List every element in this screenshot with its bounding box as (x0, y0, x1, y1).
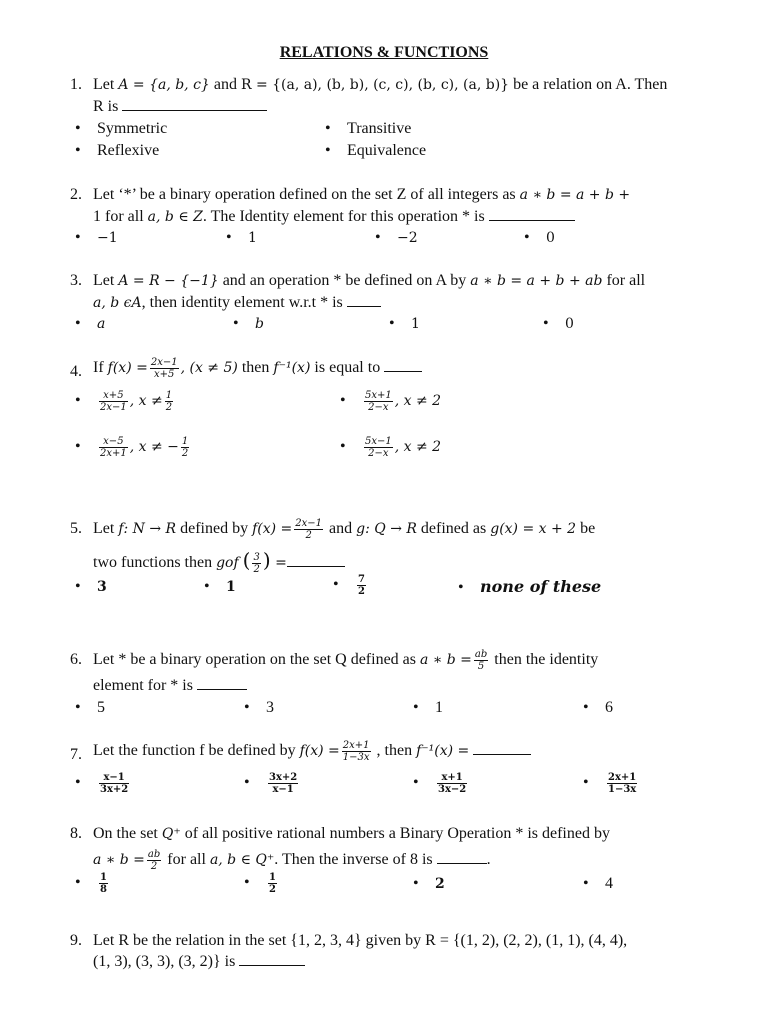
fraction (165, 390, 173, 413)
denominator: 2 (165, 402, 173, 413)
option-8b[interactable] (244, 872, 279, 895)
option-label: 5 (97, 699, 105, 716)
numerator: 2x+1 (342, 740, 370, 751)
text: for all (163, 851, 210, 868)
fraction (181, 436, 189, 459)
bullet: • (75, 142, 81, 159)
text: If (93, 359, 108, 377)
option-3a[interactable] (75, 314, 105, 334)
option-label: 2 (435, 876, 445, 892)
text: defined by (176, 520, 253, 537)
text: Let (93, 76, 119, 93)
bullet: • (233, 315, 239, 332)
text: be a relation on A. Then (509, 76, 668, 93)
denominator: 1−3x (608, 784, 637, 795)
option-3c[interactable] (389, 314, 420, 334)
option-7a[interactable] (75, 772, 131, 795)
math: , (x ≠ 5) (180, 360, 238, 377)
question-number: 3. (70, 272, 82, 289)
option-label: 1 (226, 579, 236, 595)
math: f: N → R (118, 521, 177, 537)
option-3b[interactable] (233, 314, 264, 334)
option-1d[interactable] (325, 141, 426, 161)
text: 1 for all (93, 208, 148, 225)
text: be (576, 520, 596, 537)
numerator: 5x+1 (365, 390, 392, 401)
math: gof (216, 555, 239, 571)
text: Let R be the relation in the set {1, 2, 3, 4} given by R = {(1, 2), (2, 2), (1, 1), (4, 4), (93, 932, 628, 949)
text: of all positive rational numbers a Binary Operation * is defined by (180, 825, 610, 842)
bullet: • (204, 578, 210, 595)
option-4d[interactable] (340, 436, 441, 459)
condition: , x ≠ (129, 393, 163, 410)
answer-blank (489, 206, 575, 221)
numerator: 1 (100, 872, 107, 883)
denominator: 1−3x (342, 752, 370, 763)
fraction (437, 772, 467, 795)
option-label: 1 (411, 316, 420, 332)
option-2d[interactable] (524, 228, 555, 248)
math: g: Q → R (356, 521, 417, 537)
denominator: 2 (269, 884, 276, 895)
bullet: • (458, 579, 464, 596)
condition: , x ≠ 2 (394, 393, 442, 410)
option-5c[interactable] (333, 574, 368, 597)
denominator: 5 (477, 660, 485, 672)
bullet: • (75, 392, 81, 410)
fraction (294, 518, 323, 541)
question-6 (70, 647, 730, 699)
option-8c[interactable] (413, 874, 445, 894)
option-label: −2 (397, 230, 418, 246)
answer-blank (239, 951, 305, 966)
text: . (486, 851, 491, 868)
bullet: • (325, 142, 331, 159)
fraction (268, 872, 277, 895)
fraction (268, 772, 298, 795)
bullet: • (413, 875, 419, 892)
text: Let ‘*’ be a binary operation defined on the set Z of all integers as (93, 186, 520, 203)
fraction (150, 357, 179, 380)
question-4 (70, 357, 730, 380)
option-label: 0 (565, 316, 574, 332)
text: . Then the inverse of 8 is (274, 851, 433, 868)
text: is equal to (310, 359, 381, 377)
math: a, b ϵA (93, 295, 142, 311)
question-number: 6. (70, 651, 82, 668)
denominator: 2 (358, 586, 365, 597)
bullet: • (325, 120, 331, 137)
option-1a[interactable] (75, 119, 167, 139)
fraction (364, 390, 393, 413)
condition: , x ≠ − (129, 439, 179, 456)
numerator: 5x−1 (365, 436, 392, 447)
option-2c[interactable] (375, 228, 418, 248)
question-number: 7. (70, 746, 82, 763)
bullet: • (583, 774, 589, 792)
denominator: 3x+2 (100, 784, 129, 795)
answer-blank (287, 552, 345, 567)
math: f(x) = (299, 743, 340, 760)
option-6d[interactable] (583, 698, 613, 718)
option-5a[interactable] (75, 577, 107, 597)
question-number: 8. (70, 825, 82, 842)
question-number: 2. (70, 186, 82, 203)
numerator: 1 (181, 436, 189, 447)
option-5d[interactable] (458, 577, 601, 598)
answer-blank (384, 357, 422, 372)
question-text (93, 270, 730, 314)
question-number: 4. (70, 363, 82, 380)
numerator: 3x+2 (269, 772, 298, 783)
bullet: • (375, 229, 381, 246)
answer-blank (437, 849, 487, 864)
option-8a[interactable] (75, 872, 110, 895)
bullet: • (75, 438, 81, 456)
option-label: Transitive (347, 120, 412, 137)
option-1b[interactable] (325, 119, 411, 139)
paren-close: ) (262, 548, 271, 572)
numerator: 7 (358, 574, 365, 585)
bullet: • (75, 578, 81, 595)
page-title: RELATIONS & FUNCTIONS (279, 44, 489, 61)
fraction (99, 436, 128, 459)
question-3 (70, 270, 730, 314)
bullet: • (244, 774, 250, 792)
bullet: • (413, 699, 419, 716)
fraction (147, 849, 161, 872)
option-label: Equivalence (347, 142, 427, 159)
math: R = {(a, a), (b, b), (c, c), (b, c), (a, b)} (240, 77, 510, 93)
option-2b[interactable] (226, 228, 257, 248)
text: Let (93, 520, 119, 537)
text: and (209, 76, 241, 93)
answer-blank (197, 675, 247, 690)
question-text (93, 821, 730, 873)
option-label: 6 (605, 699, 613, 716)
option-2a[interactable] (75, 228, 118, 248)
fraction (99, 390, 128, 413)
option-label: b (255, 316, 264, 332)
option-7c[interactable] (413, 772, 469, 795)
numerator: x−1 (99, 772, 129, 784)
question-8 (70, 821, 730, 873)
option-label: a (97, 316, 106, 332)
math: a, b ∈ Q⁺ (209, 852, 275, 868)
denominator: 2x−1 (100, 402, 127, 413)
option-6b[interactable] (244, 698, 274, 718)
question-7 (70, 740, 730, 763)
fraction (342, 740, 371, 763)
text: , then identity element w.r.t * is (141, 294, 343, 311)
bullet: • (583, 699, 589, 716)
question-1 (70, 74, 730, 117)
bullet: • (75, 699, 81, 716)
text: two functions then (93, 554, 217, 571)
numerator: 2x−1 (295, 517, 323, 529)
text: (1, 3), (3, 3), (3, 2)} is (93, 953, 236, 970)
answer-blank (347, 292, 381, 307)
option-4c[interactable] (75, 436, 191, 459)
fraction (252, 552, 260, 575)
numerator: x+1 (437, 772, 467, 784)
text: R is (93, 98, 119, 115)
denominator: x−1 (272, 784, 294, 795)
text: then (237, 359, 274, 377)
option-3d[interactable] (543, 314, 574, 334)
option-5b[interactable] (204, 577, 236, 597)
question-text (93, 357, 730, 380)
option-label: 3 (97, 579, 107, 595)
question-number: 9. (70, 932, 82, 949)
bullet: • (524, 229, 530, 246)
bullet: • (75, 315, 81, 332)
math: a, b ∈ Z (147, 209, 203, 225)
denominator: 3x−2 (438, 784, 467, 795)
fraction (474, 649, 488, 672)
bullet: • (244, 874, 250, 892)
question-text (93, 513, 730, 579)
bullet: • (244, 699, 250, 716)
option-8d[interactable] (583, 874, 613, 894)
denominator: 2−x (368, 402, 389, 413)
bullet: • (389, 315, 395, 332)
bullet: • (413, 774, 419, 792)
math: f(x) = (107, 360, 148, 377)
bullet: • (75, 774, 81, 792)
text: Let the function f be defined by (93, 742, 300, 760)
question-number: 1. (70, 76, 82, 93)
denominator: 2 (150, 860, 158, 872)
math: f⁻¹(x) (273, 360, 311, 377)
question-2 (70, 184, 730, 228)
math: f(x) = (252, 521, 293, 537)
text: . The Identity element for this operation * is (202, 208, 485, 225)
bullet: • (340, 392, 346, 410)
numerator: 2x+1 (608, 772, 637, 783)
math: A = R − {−1} (118, 273, 219, 289)
option-label: 1 (248, 230, 257, 246)
text: then the identity (490, 651, 599, 668)
numerator: 1 (269, 872, 276, 883)
text: Let * be a binary operation on the set Q defined as (93, 651, 420, 668)
numerator: ab (147, 848, 161, 860)
option-4a[interactable] (75, 390, 175, 413)
option-label: −1 (97, 230, 118, 246)
option-label: Symmetric (97, 120, 168, 137)
denominator: 8 (100, 884, 107, 895)
paren-open: ( (242, 548, 251, 572)
question-text (93, 647, 730, 699)
math: = (270, 555, 287, 571)
question-text (93, 184, 730, 228)
math: a ∗ b = (93, 852, 145, 868)
text: On the set (93, 825, 162, 842)
math: a ∗ b = a + b + ab (470, 273, 603, 289)
text: and (325, 520, 357, 537)
bullet: • (75, 874, 81, 892)
bullet: • (543, 315, 549, 332)
math: Q⁺ (161, 826, 181, 842)
option-label: 3 (266, 699, 274, 716)
fraction (607, 772, 637, 795)
bullet: • (75, 120, 81, 137)
bullet: • (583, 875, 589, 892)
denominator: 2 (181, 448, 189, 459)
numerator: ab (474, 648, 488, 660)
denominator: x+5 (154, 369, 175, 380)
math: a ∗ b = (420, 652, 472, 668)
bullet: • (340, 438, 346, 456)
text: for all (602, 272, 646, 289)
text: , then (372, 742, 417, 760)
fraction (99, 772, 129, 795)
text: element for * is (93, 677, 193, 694)
question-9 (70, 930, 730, 972)
denominator: 2x+1 (100, 448, 127, 459)
option-label: 4 (605, 875, 613, 892)
question-number: 5. (70, 520, 82, 537)
math: a ∗ b = a + b + (519, 187, 631, 203)
option-label: 1 (435, 699, 443, 716)
fraction (99, 872, 108, 895)
option-7d[interactable] (583, 772, 639, 795)
option-label: 0 (546, 230, 555, 246)
denominator: 2 (305, 529, 312, 541)
math: f⁻¹(x) = (416, 743, 470, 760)
bullet: • (75, 229, 81, 246)
numerator: 3 (253, 551, 260, 563)
option-6c[interactable] (413, 698, 443, 718)
bullet: • (226, 229, 232, 246)
condition: , x ≠ 2 (394, 439, 442, 456)
denominator: 2 (253, 563, 260, 575)
answer-blank (473, 740, 531, 755)
numerator: x−5 (99, 436, 128, 448)
math: g(x) = x + 2 (490, 521, 577, 537)
numerator: 2x−1 (150, 357, 178, 368)
option-4b[interactable] (340, 390, 441, 413)
option-label: none of these (480, 577, 602, 596)
question-text (93, 74, 730, 117)
option-6a[interactable] (75, 698, 105, 718)
bullet: • (333, 576, 339, 594)
denominator: 2−x (368, 448, 389, 459)
option-1c[interactable] (75, 141, 159, 161)
text: and an operation * be defined on A by (218, 272, 471, 289)
text: Let (93, 272, 119, 289)
answer-blank (122, 96, 267, 111)
numerator: 1 (165, 390, 173, 401)
math: A = {a, b, c} (118, 77, 210, 93)
question-5 (70, 513, 730, 579)
text: defined as (416, 520, 491, 537)
option-label: Reflexive (97, 142, 160, 159)
option-7b[interactable] (244, 772, 300, 795)
numerator: x+5 (99, 390, 128, 402)
fraction (364, 436, 393, 459)
question-text (93, 930, 730, 972)
fraction (357, 574, 366, 597)
question-text (93, 740, 730, 763)
